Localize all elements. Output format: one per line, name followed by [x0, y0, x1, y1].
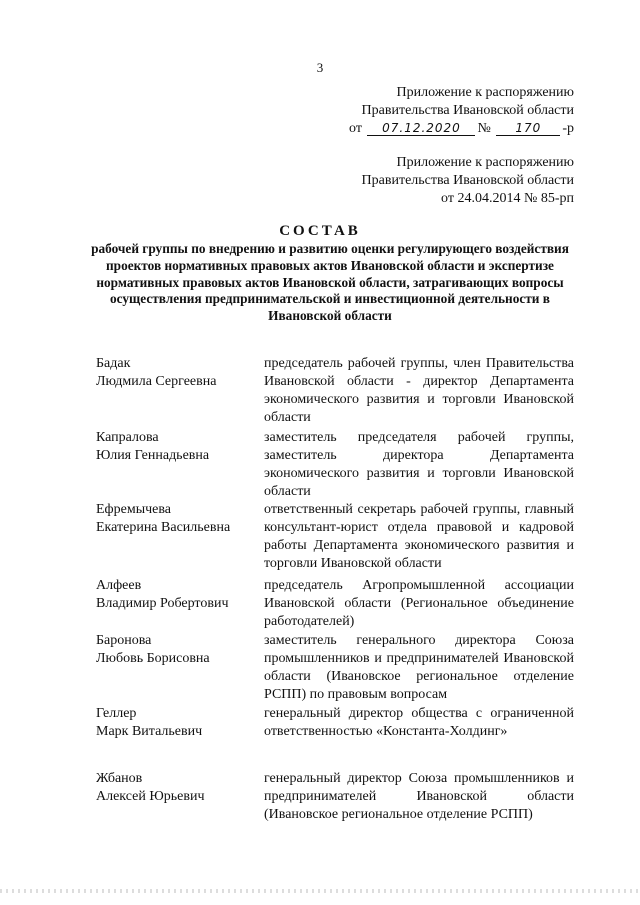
number-suffix: -р: [562, 121, 574, 136]
member-surname: Геллер: [96, 706, 137, 721]
member-given-name: Любовь Борисовна: [96, 651, 210, 666]
handwritten-number: 170: [496, 121, 560, 136]
member-name: [96, 632, 256, 668]
member-name: [96, 577, 256, 613]
member-role: председатель рабочей группы, член Правительства Ивановской области - директор Департамента экономического развития и торговли Ивановской области: [264, 356, 574, 425]
member-role: генеральный директор Союза промышленников и предпринимателей Ивановской области (Ивановское региональное отделение РСПП): [264, 771, 574, 822]
handwritten-date: 07.12.2020: [367, 121, 475, 136]
member-given-name: Екатерина Васильевна: [96, 520, 231, 535]
appendix-current-date-line: [349, 120, 574, 138]
member-given-name: Владимир Робертович: [96, 596, 229, 611]
appendix-original-line1: Приложение к распоряжению: [396, 155, 574, 170]
appendix-original-line2: Правительства Ивановской области: [361, 173, 574, 188]
document-title: СОСТАВ: [279, 223, 361, 239]
member-role: ответственный секретарь рабочей группы, главный консультант-юрист отдела правовой и кадровой работы Департамента экономического развития и торговли Ивановской области: [264, 502, 574, 571]
date-prefix: от: [349, 121, 362, 136]
member-name: [96, 501, 256, 537]
member-given-name: Юлия Геннадьевна: [96, 448, 210, 463]
member-given-name: Людмила Сергеевна: [96, 374, 217, 389]
appendix-current-line1: Приложение к распоряжению: [396, 85, 574, 100]
member-name: [96, 770, 256, 806]
appendix-original-line3: от 24.04.2014 № 85-рп: [441, 191, 574, 206]
member-role: заместитель председателя рабочей группы, заместитель директора Департамента экономического развития и торговли Ивановской области: [264, 430, 574, 499]
member-surname: Капралова: [96, 430, 159, 445]
appendix-original-header: [362, 154, 574, 208]
scan-artifact-line: [0, 889, 640, 893]
member-role: председатель Агропромышленной ассоциации Ивановской области (Региональное объединение работодателей): [264, 578, 574, 629]
member-given-name: Алексей Юрьевич: [96, 789, 205, 804]
appendix-current-line2: Правительства Ивановской области: [361, 103, 574, 118]
member-role: генеральный директор общества с ограниченной ответственностью «Константа-Холдинг»: [264, 706, 574, 739]
page-number: 3: [316, 60, 324, 75]
member-surname: Ефремычева: [96, 502, 171, 517]
number-sign: №: [477, 121, 491, 136]
document-subtitle: рабочей группы по внедрению и развитию оценки регулирующего воздействия проектов нормативных правовых актов Ивановской области и экспертизе нормативных правовых актов Ивановской области, затрагивающих вопросы осуществления предпринимательской и инвестиционной деятельности в Ивановской области: [91, 241, 569, 324]
member-surname: Алфеев: [96, 578, 142, 593]
member-surname: Жбанов: [96, 771, 143, 786]
appendix-current-header: [349, 84, 574, 138]
member-name: [96, 705, 256, 741]
member-name: [96, 429, 256, 465]
member-given-name: Марк Витальевич: [96, 724, 203, 739]
member-surname: Баронова: [96, 633, 152, 648]
member-role: заместитель генерального директора Союза промышленников и предпринимателей Ивановской области (Ивановское региональное отделение РСПП) по правовым вопросам: [264, 633, 574, 702]
member-name: [96, 355, 256, 391]
member-surname: Бадак: [96, 356, 131, 371]
